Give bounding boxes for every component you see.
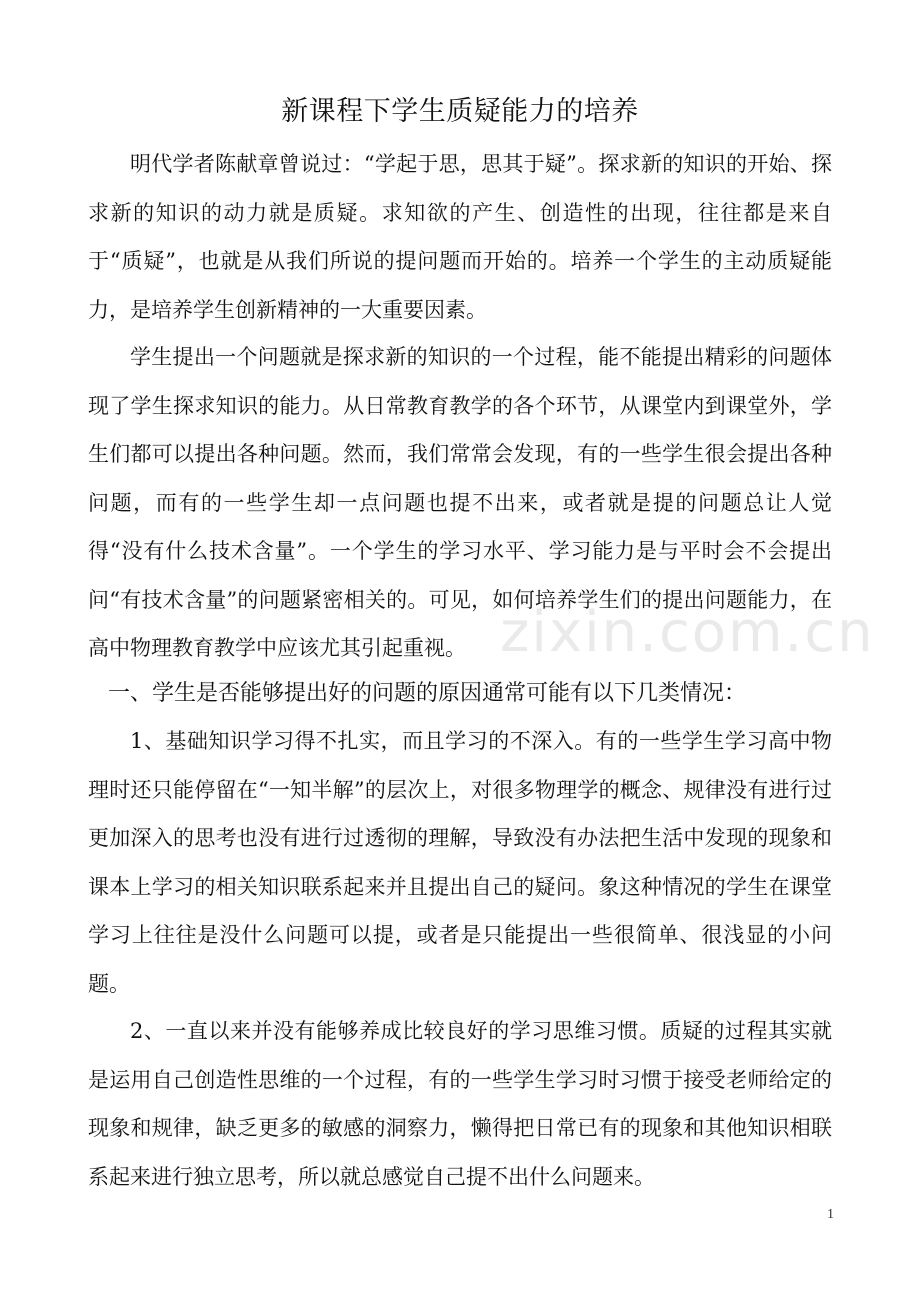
intro-section-2 <box>88 333 832 673</box>
items-section <box>88 717 832 1008</box>
document-title: 新课程下学生质疑能力的培养 <box>281 96 639 127</box>
section-heading: 一、学生是否能够提出好的问题的原因通常可能有以下几类情况： <box>108 681 747 706</box>
items-section-2 <box>88 1007 832 1201</box>
list-item-1: 1、基础知识学习得不扎实，而且学习的不深入。有的一些学生学习高中物理时还只能停留在“一知半解”的层次上，对很多物理学的概念、规律没有进行过更加深入的思考也没有进行过透彻的理解，导致没有办法把生活中发现的现象和课本上学习的相关知识联系起来并且提出自己的疑问。象这种情况的学生在课堂学习上往往是没什么问题可以提，或者是只能提出一些很简单、很浅显的小问题。 <box>88 729 832 996</box>
intro-section <box>88 140 832 334</box>
page-number: 1 <box>827 1207 834 1222</box>
intro-paragraph-2: 学生提出一个问题就是探求新的知识的一个过程，能不能提出精彩的问题体现了学生探求知识的能力。从日常教育教学的各个环节，从课堂内到课堂外，学生们都可以提出各种问题。然而，我们常常会发现，有的一些学生很会提出各种问题，而有的一些学生却一点问题也提不出来，或者就是提的问题总让人觉得“没有什么技术含量”。一个学生的学习水平、学习能力是与平时会不会提出问“有技术含量”的问题紧密相关的。可见，如何培养学生们的提出问题能力，在高中物理教育教学中应该尤其引起重视。 <box>88 345 832 660</box>
intro-paragraph-1: 明代学者陈献章曾说过：“学起于思，思其于疑”。探求新的知识的开始、探求新的知识的动力就是质疑。求知欲的产生、创造性的出现，往往都是来自于“质疑”，也就是从我们所说的提问题而开始的。培养一个学生的主动质疑能力，是培养学生创新精神的一大重要因素。 <box>88 152 832 322</box>
watermark: zixin.com.cn <box>500 600 875 665</box>
list-item-2: 2、一直以来并没有能够养成比较良好的学习思维习惯。质疑的过程其实就是运用自己创造性思维的一个过程，有的一些学生学习时习惯于接受老师给定的现象和规律，缺乏更多的敏感的洞察力，懒得把日常已有的现象和其他知识相联系起来进行独立思考，所以就总感觉自己提不出什么问题来。 <box>88 1019 832 1189</box>
